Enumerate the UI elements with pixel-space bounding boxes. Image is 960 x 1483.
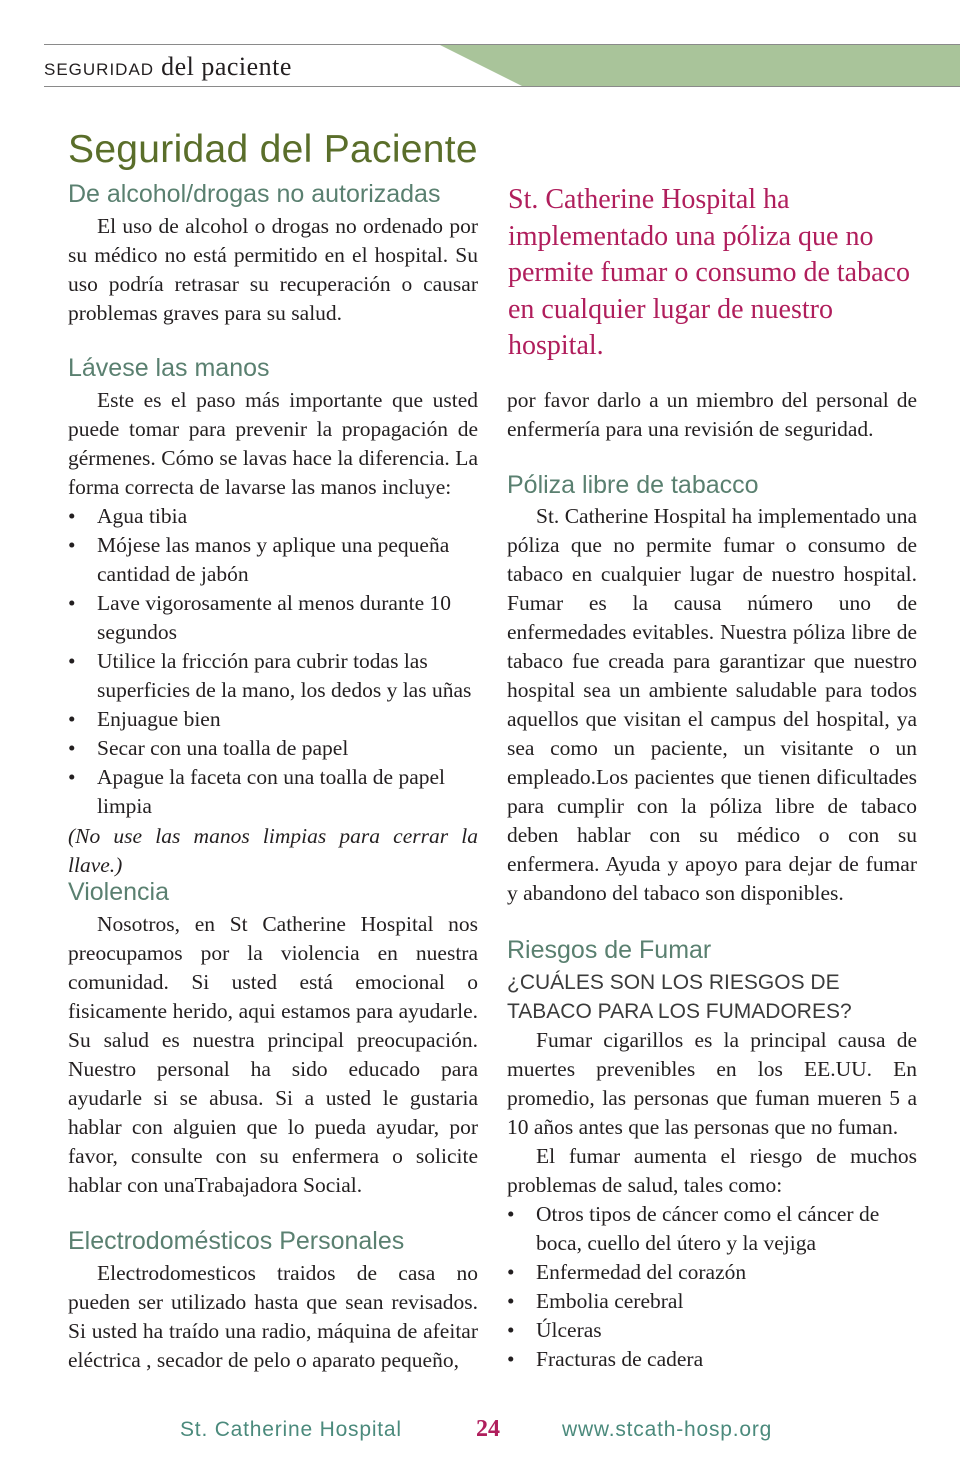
text-violencia: Nosotros, en St Catherine Hospital nos preocupamos por la violencia en nuestra comunidad. Si usted está emocional o fisicamente herido, aqui estamos para ayudarle. Su salud es nuestra principal preocupación. Nuestro personal ha sido educado para ayudarle si se abusa. Si a usted le gustaria hablar con alguien que lo pueda ayudar, por favor, consulte con su enfermera o solicite hablar con unaTrabajadora Social. bbox=[68, 912, 478, 1197]
list-item: • Lave vigorosamente al menos durante 10 segundos bbox=[68, 591, 452, 644]
footer-hospital: St. Catherine Hospital bbox=[180, 1418, 402, 1441]
heading-electro: Electrodomésticos Personales bbox=[68, 1227, 405, 1255]
header-rule-bottom bbox=[44, 86, 960, 87]
text-tabaco: St. Catherine Hospital ha implementado una póliza que no permite fumar o consumo de tabaco en cualquier lugar de nuestro hospital. Fumar es la causa número uno de enfermedades evitables. Nuestra póliza libre de tabaco fue creada para garantizar que nuestro hospital sea un ambiente saludable para todos aquellos que visitan el campus del hospital, ya sea como un paciente, un visitante o un empleado.Los pacientes que tienen dificultades para cumplir con la póliza libre de tabaco deben hablar con su médico o con su enfermera. Ayuda y apoyo para dejar de fumar y abandono del tabaco son disponibles. bbox=[507, 504, 917, 905]
text-manos: Este es el paso más importante que usted puede tomar para prevenir la propagación de gérmenes. Cómo se lavas hace la diferencia. La forma correcta de lavarse las manos incluye: bbox=[68, 388, 478, 499]
subheading-riesgos: ¿CUÁLES SON LOS RIESGOS DE TABACO PARA LOS FUMADORES? bbox=[507, 971, 852, 1023]
list-item: • Secar con una toalla de papel bbox=[68, 736, 349, 760]
text-electro-continued: por favor darlo a un miembro del personal de enfermería para una revisión de seguridad. bbox=[507, 388, 917, 441]
list-item: • Utilice la fricción para cubrir todas las superficies de la mano, los dedos y las uñas bbox=[68, 649, 472, 702]
list-item: • Enjuague bien bbox=[68, 707, 221, 731]
footer-url[interactable]: www.stcath-hosp.org bbox=[562, 1418, 773, 1441]
running-head bbox=[44, 52, 292, 82]
pull-quote: St. Catherine Hospital ha implementado una póliza que no permite fumar o consumo de tabaco en cualquier lugar de nuestro hospital. bbox=[508, 184, 910, 361]
page-title: Seguridad del Paciente bbox=[68, 128, 478, 171]
header-rule-top bbox=[44, 44, 960, 45]
text-alcohol: El uso de alcohol o drogas no ordenado por su médico no está permitido en el hospital. Su uso podría retrasar su recuperación o causar problemas graves para su salud. bbox=[68, 214, 478, 325]
heading-riesgos: Riesgos de Fumar bbox=[507, 936, 712, 964]
list-item: • Apague la faceta con una toalla de papel limpia bbox=[68, 765, 445, 818]
list-item: • Mójese las manos y aplique una pequeña cantidad de jabón bbox=[68, 533, 450, 586]
heading-tabaco: Póliza libre de tabacco bbox=[507, 471, 759, 499]
list-item: • Fracturas de cadera bbox=[507, 1347, 704, 1371]
heading-violencia: Violencia bbox=[68, 878, 170, 906]
heading-alcohol: De alcohol/drogas no autorizadas bbox=[68, 180, 441, 208]
list-item: • Úlceras bbox=[507, 1318, 602, 1342]
list-item: • Agua tibia bbox=[68, 504, 188, 528]
list-item: • Enfermedad del corazón bbox=[507, 1260, 747, 1284]
text-electro: Electrodomesticos traidos de casa no pueden ser utilizado hasta que sean revisados. Si usted ha traído una radio, máquina de afeitar eléctrica , secador de pelo o aparato pequeño, bbox=[68, 1261, 478, 1372]
running-head-rest: del paciente bbox=[161, 52, 292, 81]
note-manos: (No use las manos limpias para cerrar la llave.) bbox=[68, 824, 478, 877]
text-riesgos-1: Fumar cigarillos es la principal causa de muertes prevenibles en los EE.UU. En promedio, las personas que fuman mueren 5 a 10 años antes que las personas que no fuman. bbox=[507, 1028, 917, 1139]
list-item: • Embolia cerebral bbox=[507, 1289, 684, 1313]
text-riesgos-2: El fumar aumenta el riesgo de muchos problemas de salud, tales como: bbox=[507, 1144, 917, 1197]
list-manos bbox=[68, 502, 478, 821]
page-number: 24 bbox=[476, 1416, 500, 1442]
list-riesgos bbox=[507, 1200, 917, 1374]
running-head-caps: SEGURIDAD bbox=[44, 60, 155, 79]
heading-manos: Lávese las manos bbox=[68, 354, 270, 382]
list-item: • Otros tipos de cáncer como el cáncer de boca, cuello del útero y la vejiga bbox=[507, 1202, 880, 1255]
